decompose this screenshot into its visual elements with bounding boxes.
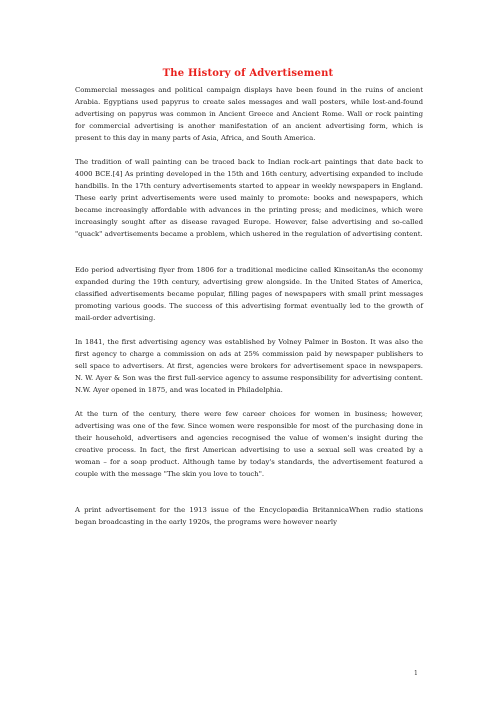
document-body — [75, 84, 423, 528]
document-title: The History of Advertisement — [162, 68, 334, 79]
paragraph-1: Commercial messages and political campaign displays have been found in the ruins of ancient Arabia. Egyptians used papyrus to create sales messages and wall posters, while lost-and-found advertising on papyrus was common in Ancient Greece and Ancient Rome. Wall or rock painting for commercial advertising is another manifestation of an ancient advertising form, which is present to this day in many parts of Asia, Africa, and South America. — [75, 86, 423, 142]
paragraph-spacer — [75, 480, 423, 504]
paragraph-spacer — [75, 396, 423, 408]
paragraph-spacer — [75, 240, 423, 264]
paragraph-4: In 1841, the first advertising agency was established by Volney Palmer in Boston. It was also the first agency to charge a commission on ads at 25% commission paid by newspaper publishers to sell space to advertisers. At first, agencies were brokers for advertisement space in newspapers. N. W. Ayer & Son was the first full-service agency to assume responsibility for advertising content. N.W. Ayer opened in 1875, and was located in Philadelphia. — [75, 338, 423, 394]
paragraph-5: At the turn of the century, there were few career choices for women in business; however, advertising was one of the few. Since women were responsible for most of the purchasing done in their household, advertisers and agencies recognised the value of women's insight during the creative process. In fact, the first American advertising to use a sexual sell was created by a woman – for a soap product. Although tame by today's standards, the advertisement featured a couple with the message "The skin you love to touch". — [75, 410, 423, 478]
paragraph-2: The tradition of wall painting can be traced back to Indian rock-art paintings that date back to 4000 BCE.[4] As printing developed in the 15th and 16th century, advertising expanded to include handbills. In the 17th century advertisements started to appear in weekly newspapers in England. These early print advertisements were used mainly to promote: books and newspapers, which became increasingly affordable with advances in the printing press; and medicines, which were increasingly sought after as disease ravaged Europe. However, false advertising and so-called "quack" advertisements became a problem, which ushered in the regulation of advertising content. — [75, 158, 423, 238]
paragraph-spacer — [75, 144, 423, 156]
paragraph-spacer — [75, 324, 423, 336]
page-number: 1 — [414, 670, 418, 677]
paragraph-3: Edo period advertising flyer from 1806 for a traditional medicine called KinseitanAs the economy expanded during the 19th century, advertising grew alongside. In the United States of America, classified advertisements became popular, filling pages of newspapers with small print messages promoting various goods. The success of this advertising format eventually led to the growth of mail-order advertising. — [75, 266, 423, 322]
paragraph-6: A print advertisement for the 1913 issue of the Encyclopædia BritannicaWhen radio stations began broadcasting in the early 1920s, the programs were however nearly — [75, 506, 423, 526]
